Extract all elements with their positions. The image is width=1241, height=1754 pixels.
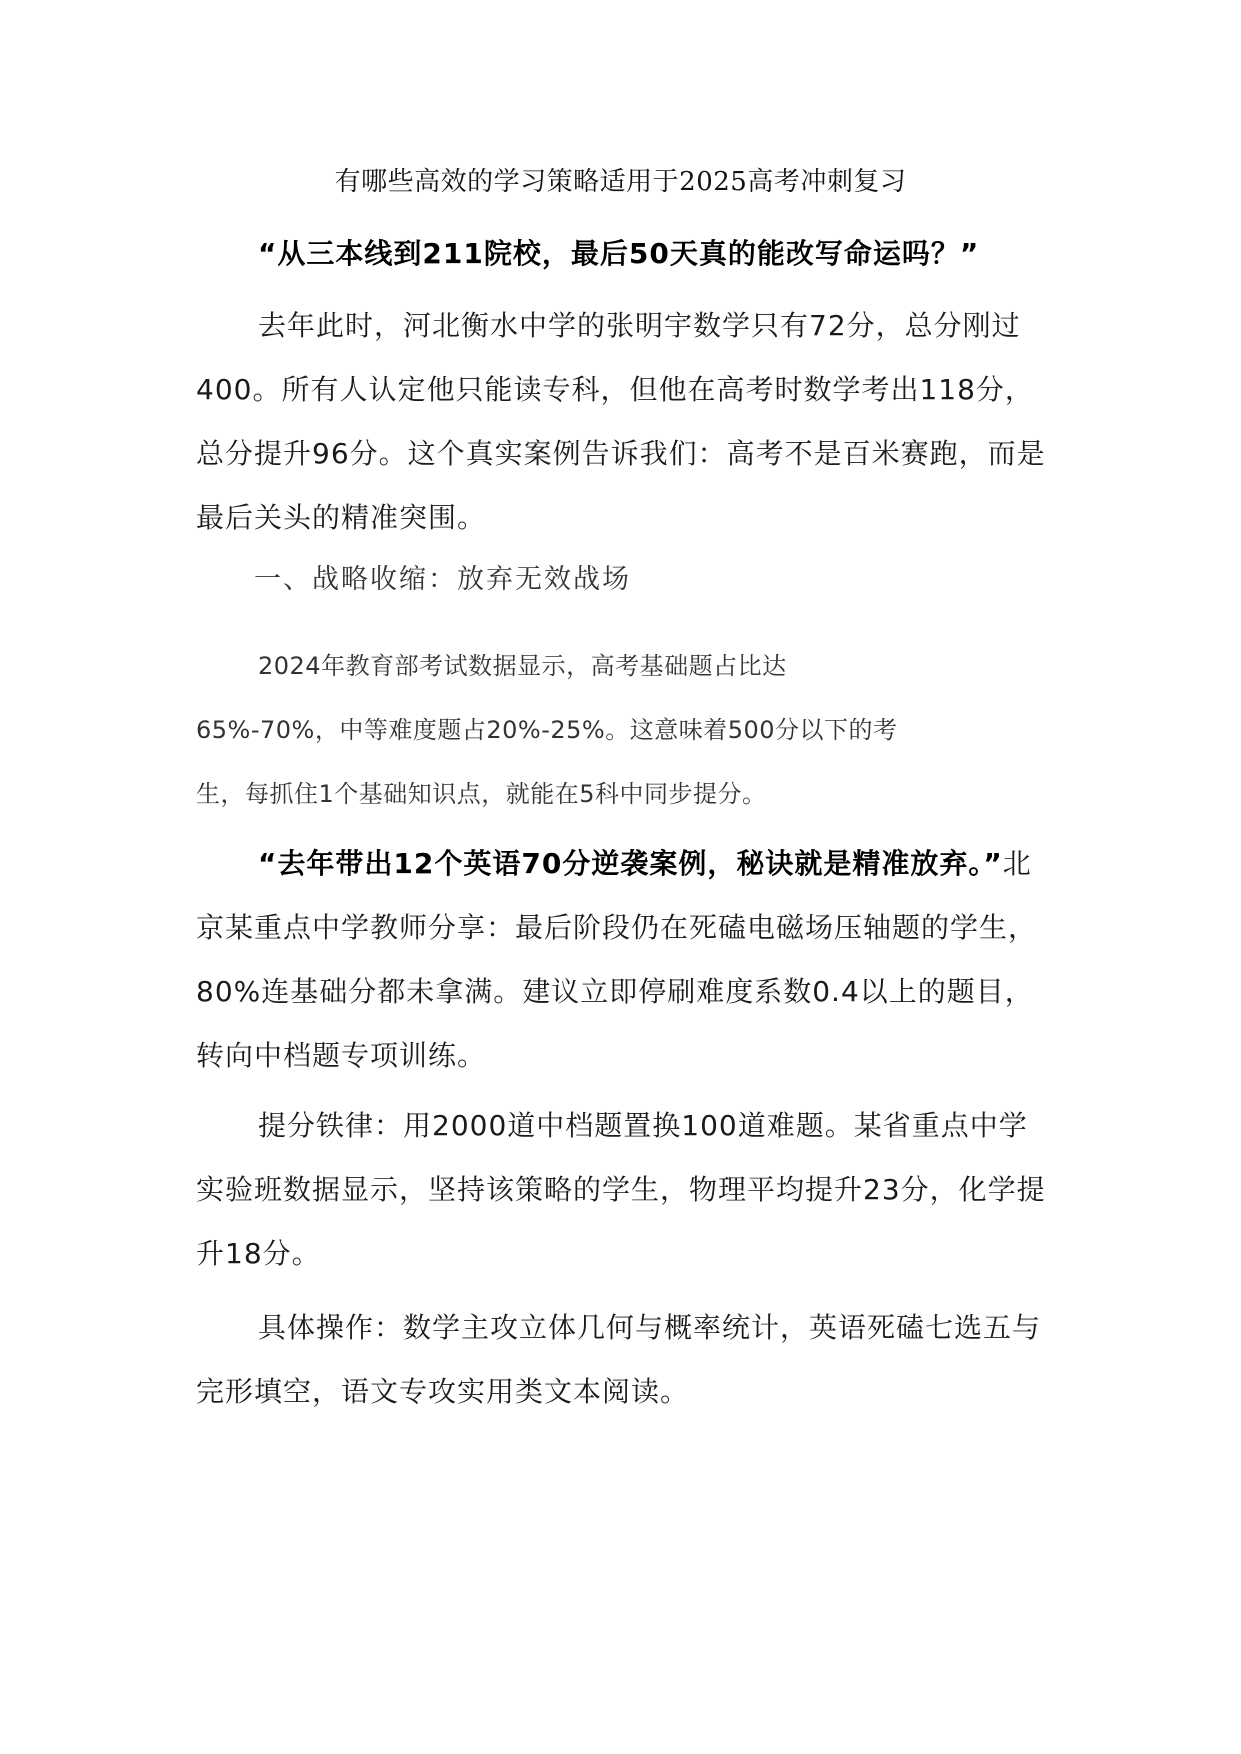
exam-data-line-3 [196,762,1056,826]
opening-quote: “从三本线到211院校，最后50天真的能改写命运吗？” [258,237,980,270]
paragraph-teacher-quote [196,832,1056,1088]
exam-data-line-2 [196,698,1056,762]
section-heading-1: 一、战略收缩：放弃无效战场 [254,564,631,595]
paragraph-case-study: 去年此时，河北衡水中学的张明宇数学只有72分，总分刚过400。所有人认定他只能读专科，但他在高考时数学考出118分，总分提升96分。这个真实案例告诉我们：高考不是百米赛跑，而是最后关头的精准突围。 [196,309,1046,534]
exam-data-line-1 [196,634,1056,698]
exam-data-text-2: 65%-70%，中等难度题占20%-25%。这意味着500分以下的考 [196,716,898,744]
exam-data-text-3: 生，每抓住1个基础知识点，就能在5科中同步提分。 [196,780,767,808]
paragraph-specific-actions: 具体操作：数学主攻立体几何与概率统计，英语死磕七选五与完形填空，语文专攻实用类文本阅读。 [196,1311,1042,1408]
teacher-quote-bold: “去年带出12个英语70分逆袭案例，秘诀就是精准放弃。” [258,847,1003,880]
exam-data-text-1: 2024年教育部考试数据显示，高考基础题占比达 [258,652,787,680]
teacher-quote-rest: 北京某重点中学教师分享：最后阶段仍在死磕电磁场压轴题的学生，80%连基础分都未拿满。建议立即停刷难度系数0.4以上的题目，转向中档题专项训练。 [196,847,1038,1072]
paragraph-exam-data [196,634,1056,826]
document-title: 有哪些高效的学习策略适用于2025高考冲刺复习 [334,167,907,197]
paragraph-score-rule: 提分铁律：用2000道中档题置换100道难题。某省重点中学实验班数据显示，坚持该策略的学生，物理平均提升23分，化学提升18分。 [196,1109,1046,1270]
